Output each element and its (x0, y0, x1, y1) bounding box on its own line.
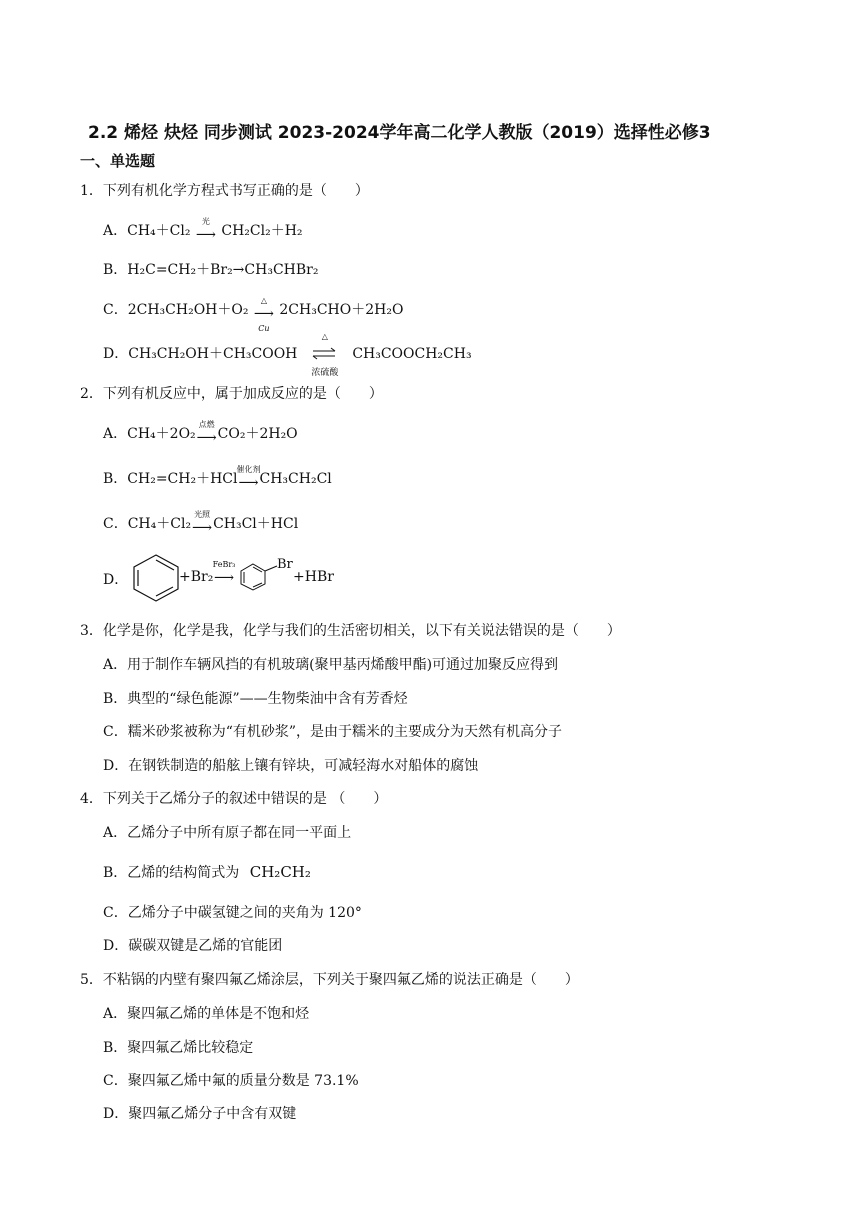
option-label: B． (103, 471, 128, 487)
question-5-option-b[interactable]: B．聚四氟乙烯比较稳定 (103, 1040, 254, 1056)
equation-lhs: CH₄＋2O₂ (127, 426, 196, 442)
equation-lhs: +Br₂ (179, 569, 214, 585)
equilibrium-arrows-icon (302, 344, 348, 364)
question-1-option-b[interactable] (103, 259, 318, 279)
question-4-option-c[interactable]: C．乙烯分子中碳氢键之间的夹角为 120° (103, 905, 362, 921)
option-label: C． (103, 302, 128, 318)
question-5-option-d[interactable]: D．聚四氟乙烯分子中含有双键 (103, 1106, 297, 1122)
equation-lhs: CH₂=CH₂＋HCl (127, 471, 238, 487)
reaction-condition-bottom: 浓硫酸 (311, 368, 339, 378)
question-5-option-c[interactable]: C．聚四氟乙烯中氟的质量分数是 73.1% (103, 1073, 359, 1089)
question-4-option-b[interactable] (103, 862, 311, 882)
equation-rhs: 2CH₃CHO＋2H₂O (279, 302, 404, 318)
equation-rhs: CH₃CH₂Cl (259, 471, 332, 487)
reaction-arrow: △ ⟶ Cu (253, 307, 275, 321)
option-label: D． (103, 572, 129, 588)
question-3-option-b[interactable]: B．典型的“绿色能源”——生物柴油中含有芳香烃 (103, 691, 408, 707)
equation-rhs: CH₃COOCH₂CH₃ (352, 346, 472, 362)
reaction-condition-top: △ (260, 296, 267, 305)
bromine-substituent: Br (277, 557, 293, 572)
equation-rhs: CH₃Cl＋HCl (213, 516, 299, 532)
reaction-condition: 光照 (194, 510, 211, 519)
reaction-arrow: FeBr₃ ⟶ (213, 571, 235, 585)
question-3-option-d[interactable]: D．在钢铁制造的船舷上镶有锌块，可减轻海水对船体的腐蚀 (103, 758, 479, 774)
question-2-option-c[interactable] (103, 510, 299, 536)
question-4-stem: 4．下列关于乙烯分子的叙述中错误的是 （ ） (80, 791, 388, 807)
question-1-option-a[interactable] (103, 217, 303, 243)
question-3-option-c[interactable]: C．糯米砂浆被称为“有机砂浆”，是由于糯米的主要成分为天然有机高分子 (103, 724, 563, 740)
benzene-ring-icon (129, 553, 183, 603)
equation-lhs: CH₄＋Cl₂ (127, 516, 192, 532)
question-3-option-a[interactable]: A．用于制作车辆风挡的有机玻璃(聚甲基丙烯酸甲酯)可通过加聚反应得到 (103, 657, 559, 673)
option-label: A． (103, 223, 128, 239)
option-text: H₂C=CH₂＋Br₂→CH₃CHBr₂ (127, 262, 319, 278)
reaction-arrow: 催化剂 ⟶ (238, 476, 260, 490)
equation-rhs: CH₂Cl₂＋H₂ (221, 223, 303, 239)
question-5-option-a[interactable]: A．聚四氟乙烯的单体是不饱和烃 (103, 1006, 310, 1022)
reaction-condition: 点燃 (198, 420, 215, 429)
equation-lhs: CH₃CH₂OH＋CH₃COOH (128, 346, 298, 362)
reversible-arrow (302, 332, 348, 378)
reaction-condition-bottom: Cu (258, 324, 270, 333)
question-1-option-c[interactable] (103, 296, 404, 333)
structural-formula: CH₂CH₂ (249, 863, 311, 881)
question-1-option-d[interactable] (103, 332, 472, 378)
reaction-condition: 催化剂 (236, 465, 261, 474)
equation-lhs: CH₄＋Cl₂ (127, 223, 191, 239)
equation-rhs: CO₂＋2H₂O (217, 426, 298, 442)
question-1-stem: 1．下列有机化学方程式书写正确的是（ ） (80, 183, 369, 199)
question-4-option-d[interactable]: D．碳碳双键是乙烯的官能团 (103, 938, 283, 954)
reaction-arrow: 光照 ⟶ (191, 521, 213, 535)
question-3-stem: 3．化学是你，化学是我，化学与我们的生活密切相关，以下有关说法错误的是（ ） (80, 623, 621, 639)
question-4-option-a[interactable]: A．乙烯分子中所有原子都在同一平面上 (103, 825, 352, 841)
question-5-stem: 5．不粘锅的内壁有聚四氟乙烯涂层，下列关于聚四氟乙烯的说法正确是（ ） (80, 972, 579, 988)
option-label: D． (103, 346, 129, 362)
question-2-option-a[interactable] (103, 420, 298, 446)
option-text: B．乙烯的结构简式为 (103, 865, 240, 881)
reaction-condition: FeBr₃ (212, 560, 236, 569)
reaction-condition-top: △ (321, 332, 328, 341)
reaction-condition: 光 (201, 217, 210, 226)
option-label: C． (103, 516, 128, 532)
section-heading: 一、单选题 (80, 152, 156, 170)
question-2-stem: 2．下列有机反应中，属于加成反应的是（ ） (80, 386, 383, 402)
question-2-option-b[interactable] (103, 465, 332, 491)
option-label: A． (103, 426, 128, 442)
reaction-arrow: 点燃 ⟶ (196, 431, 218, 445)
equation-rhs: +HBr (293, 569, 334, 585)
document-title: 2.2 烯烃 炔烃 同步测试 2023-2024学年高二化学人教版（2019）选择性必修3 (88, 123, 711, 143)
reaction-arrow: 光 ⟶ (195, 228, 217, 242)
equation-lhs: 2CH₃CH₂OH＋O₂ (127, 302, 249, 318)
option-label: B． (103, 262, 128, 278)
